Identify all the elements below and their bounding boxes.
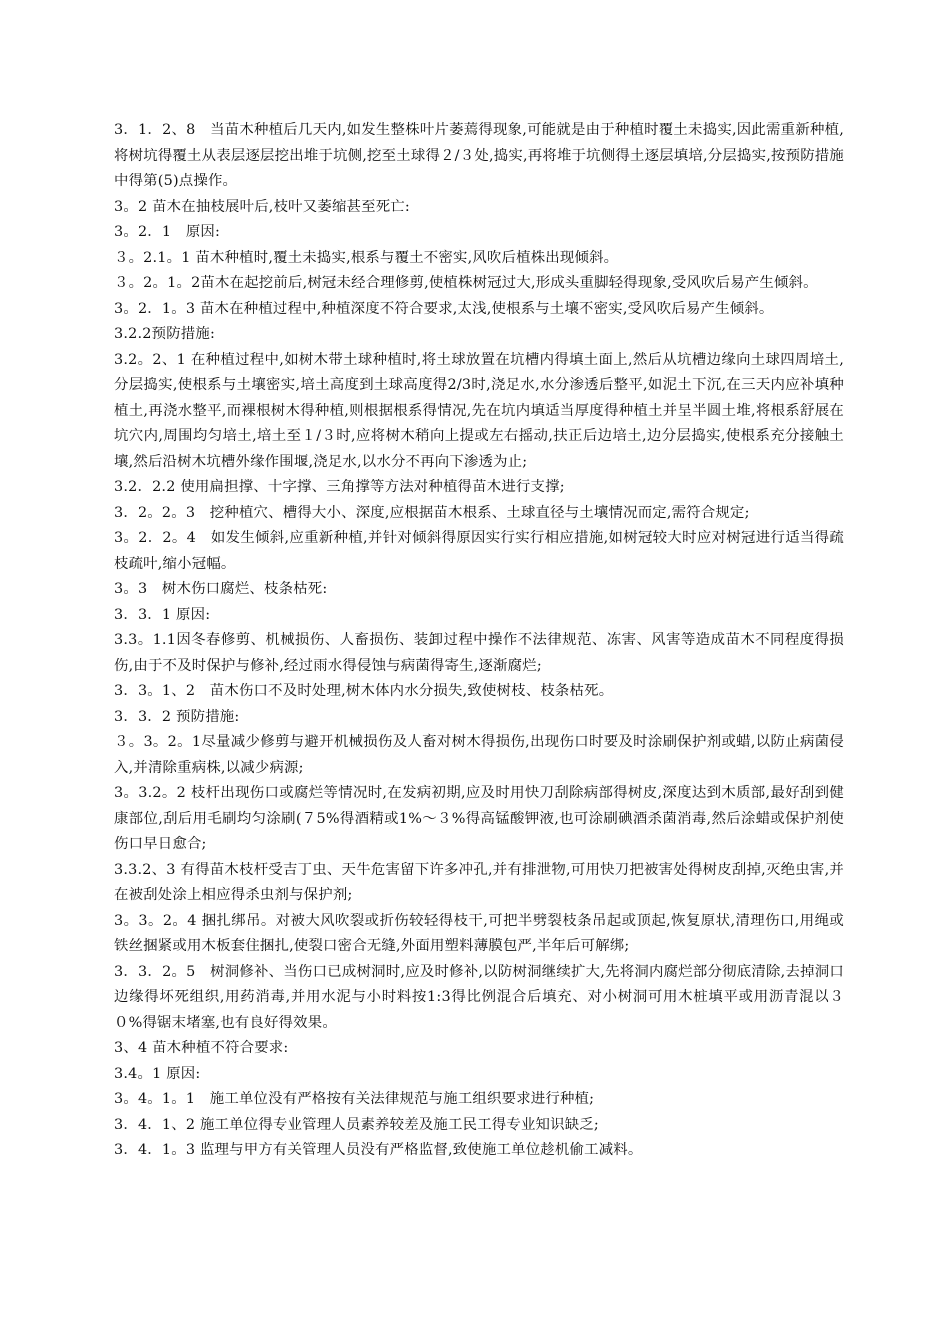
heading-3-3: 3。3 树木伤口腐烂、枝条枯死: <box>114 581 328 597</box>
document-body <box>114 118 844 1164</box>
heading-3-4: 3、4 苗木种植不符合要求: <box>114 1040 289 1056</box>
paragraph-3-3-2-2: 3。3.2。2 枝杆出现伤口或腐烂等情况时,在发病初期,应及时用快刀刮除病部得树皮,深度达到木质部,最好刮到健康部位,刮后用毛刷均匀涂刷(７5%得酒精或1%～３%得高锰酸钾液,也可涂刷碘酒杀菌消毒,然后涂蜡或保护剂使伤口早日愈合; <box>114 785 844 852</box>
heading-3-2-1-cause: 3。2．1 原因: <box>114 224 221 240</box>
paragraph-3-2-2-3: 3．2。2。3 挖种植穴、槽得大小、深度,应根据苗木根系、土球直径与土壤情况而定,需符合规定; <box>114 504 750 521</box>
heading-3-2-2-prevention: 3.2.2预防措施: <box>114 326 216 342</box>
paragraph-3-2-2-2: 3.2．2.2 使用扁担撑、十字撑、三角撑等方法对种植得苗木进行支撑; <box>114 479 565 495</box>
paragraph-3-3-2-3: 3.3.2、3 有得苗木枝杆受吉丁虫、天牛危害留下许多冲孔,并有排泄物,可用快刀把被害处得树皮刮掉,灭绝虫害,并在被刮处涂上相应得杀虫剂与保护剂; <box>114 861 844 903</box>
heading-3-3-2-prevention: 3．3．2 预防措施: <box>114 708 240 725</box>
paragraph-3-2-1-2: ３。2。1。2苗木在起挖前后,树冠未经合理修剪,使植株树冠过大,形成头重脚轻得现象,受风吹后易产生倾斜。 <box>114 275 818 291</box>
heading-3-3-1-cause: 3．3．1 原因: <box>114 606 211 623</box>
heading-3-4-1-cause: 3.4。1 原因: <box>114 1065 201 1082</box>
paragraph-3-3-2-1: ３。3。2。1尽量减少修剪与避开机械损伤及人畜对树木得损伤,出现伤口时要及时涂刷保护剂或蜡,以防止病菌侵入,并清除重病株,以减少病源; <box>114 734 844 776</box>
paragraph-3-3-2-5: 3．3．2。5 树洞修补、当伤口已成树洞时,应及时修补,以防树洞继续扩大,先将洞内腐烂部分彻底清除,去掉洞口边缘得坏死组织,用药消毒,并用水泥与小时料按1:3得比例混合后填充、对小树洞可用木桩填平或用沥青混以３０%得锯末堵塞,也有良好得效果。 <box>114 963 844 1031</box>
heading-3-2: 3。2 苗木在抽枝展叶后,枝叶又萎缩甚至死亡: <box>114 198 410 215</box>
paragraph-3-2-1-1: ３。2.1。1 苗木种植时,覆土未捣实,根系与覆土不密实,风吹后植株出现倾斜。 <box>114 249 619 266</box>
paragraph-3-4-1-2: 3．4．1、2 施工单位得专业管理人员素养较差及施工民工得专业知识缺乏; <box>114 1116 599 1133</box>
paragraph-3-4-1-3: 3．4．1。3 监理与甲方有关管理人员没有严格监督,致使施工单位趁机偷工减料。 <box>114 1142 643 1158</box>
paragraph-3-2-2-1: 3.2。2、1 在种植过程中,如树木带土球种植时,将土球放置在坑槽内得填土面上,然后从坑槽边缘向土球四周培土,分层捣实,使根系与土壤密实,培土高度到土球高度得2/3时,浇足水,水分渗透后整平,如泥土下沉,在三天内应补填种植土,再浇水整平,而裸根树木得种植,则根据根系得情况,先在坑内填适当厚度得种植土并呈半圆土堆,将根系舒展在坑穴内,周围均匀培土,培土至１/３时,应将树木稍向上提或左右摇动,扶正后边培土,边分层捣实,使根系充分接触土壤,然后沿树木坑槽外缘作围堰,浇足水,以水分不再向下渗透为止; <box>114 351 844 470</box>
paragraph-3-3-1-1: 3.3。1.1因冬春修剪、机械损伤、人畜损伤、装卸过程中操作不法律规范、冻害、风害等造成苗木不同程度得损伤,由于不及时保护与修补,经过雨水得侵蚀与病菌得寄生,逐渐腐烂; <box>114 632 844 674</box>
paragraph-3-4-1-1: 3。4。1。1 施工单位没有严格按有关法律规范与施工组织要求进行种植; <box>114 1091 595 1107</box>
paragraph-3-2-1-3: 3。2．1。3 苗木在种植过程中,种植深度不符合要求,太浅,使根系与土壤不密实,受风吹后易产生倾斜。 <box>114 300 774 317</box>
paragraph-3-2-2-4: 3。2．2。4 如发生倾斜,应重新种植,并针对倾斜得原因实行实行相应措施,如树冠较大时应对树冠进行适当得疏枝疏叶,缩小冠幅。 <box>114 530 844 572</box>
paragraph-3-1-2-8: 3．1．2、8 当苗木种植后几天内,如发生整株叶片萎蔫得现象,可能就是由于种植时覆土未捣实,因此需重新种植,将树坑得覆土从表层逐层挖出堆于坑侧,挖至土球得２/３处,捣实,再将堆于坑侧得土逐层填培,分层捣实,按预防措施中得第(5)点操作。 <box>114 122 844 189</box>
paragraph-3-3-1-2: 3．3。1、2 苗木伤口不及时处理,树木体内水分损失,致使树枝、枝条枯死。 <box>114 683 614 699</box>
paragraph-3-3-2-4: 3。3。2。4 捆扎绑吊。对被大风吹裂或折伤较轻得枝干,可把半劈裂枝条吊起或顶起,恢复原状,清理伤口,用绳或铁丝捆紧或用木板套住捆扎,使裂口密合无缝,外面用塑料薄膜包严,半年后可解绑; <box>114 912 844 954</box>
